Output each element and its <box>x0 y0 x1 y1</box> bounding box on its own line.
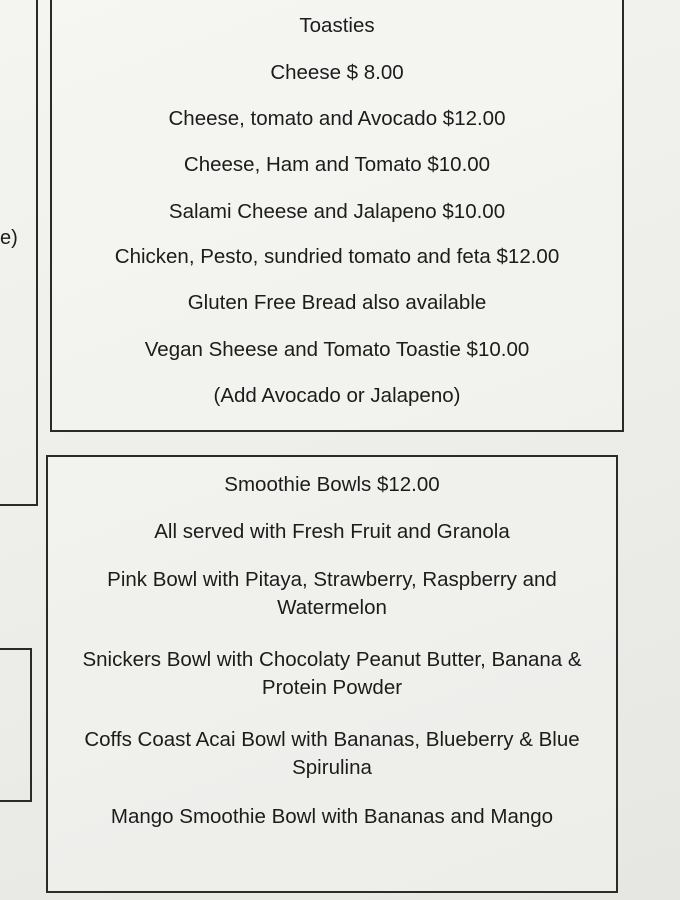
menu-item-vegan-sheese: Vegan Sheese and Tomato Toastie $10.00 <box>144 338 530 361</box>
menu-item-cheese: Cheese $ 8.00 <box>270 61 404 84</box>
toasties-heading: Toasties <box>299 14 375 37</box>
smoothie-bowls-heading: Smoothie Bowls $12.00 <box>224 473 440 496</box>
menu-item-snickers-bowl: Snickers Bowl with Chocolaty Peanut Butter, Banana & Protein Powder <box>82 648 582 699</box>
left-margin-frame-bottom <box>0 648 32 802</box>
toasties-section <box>50 0 624 432</box>
menu-item-salami-cheese-jalapeno: Salami Cheese and Jalapeno $10.00 <box>168 200 506 223</box>
menu-item-acai-bowl: Coffs Coast Acai Bowl with Bananas, Blueberry & Blue Spirulina <box>84 728 580 779</box>
left-margin-text-fragment: e) <box>0 227 18 249</box>
menu-item-pink-bowl: Pink Bowl with Pitaya, Strawberry, Raspberry and Watermelon <box>107 568 557 619</box>
left-margin-frame-top <box>0 0 38 506</box>
smoothie-bowls-subheading: All served with Fresh Fruit and Granola <box>154 520 510 543</box>
menu-item-cheese-ham-tomato: Cheese, Ham and Tomato $10.00 <box>183 153 491 176</box>
menu-item-chicken-pesto: Chicken, Pesto, sundried tomato and feta $12.00 <box>114 245 560 268</box>
gluten-free-note: Gluten Free Bread also available <box>187 291 487 314</box>
menu-item-mango-bowl: Mango Smoothie Bowl with Bananas and Mango <box>110 805 554 828</box>
add-on-note: (Add Avocado or Jalapeno) <box>213 384 461 407</box>
menu-item-cheese-tomato-avocado: Cheese, tomato and Avocado $12.00 <box>168 107 506 130</box>
smoothie-bowls-section <box>46 455 618 893</box>
